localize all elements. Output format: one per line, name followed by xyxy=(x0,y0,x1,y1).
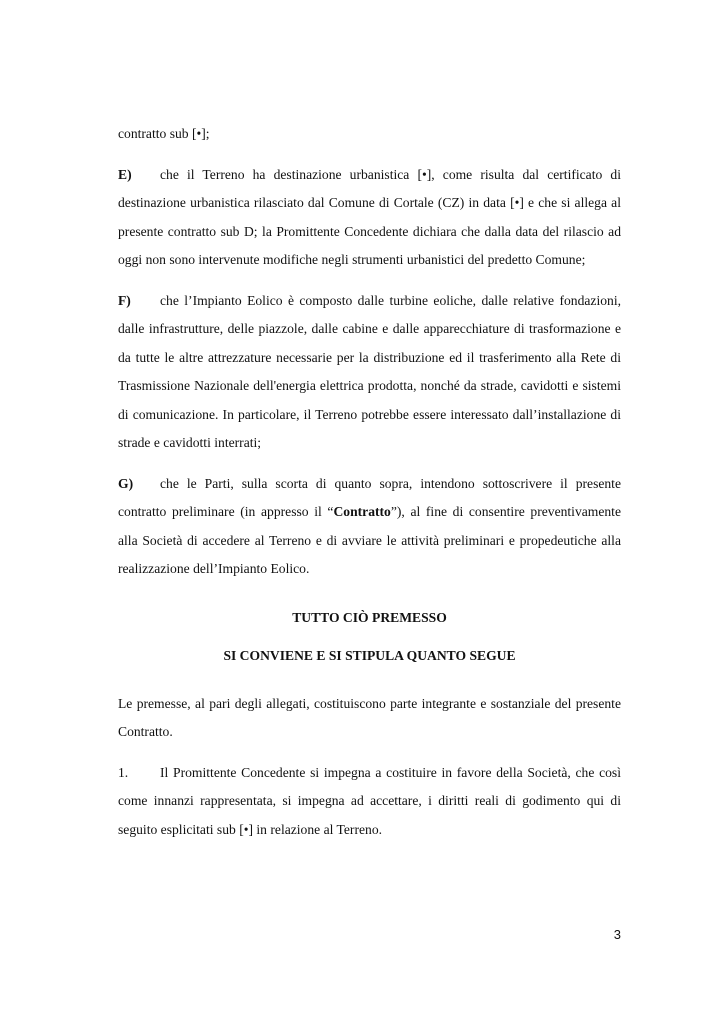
paragraph-f-marker: F) xyxy=(118,292,131,308)
intro-line: contratto sub [•]; xyxy=(118,126,210,141)
paragraph-premesse: Le premesse, al pari degli allegati, costituiscono parte integrante e sostanziale del presente Contratto. xyxy=(118,695,621,739)
heading-premesso: TUTTO CIÒ PREMESSO xyxy=(292,609,447,625)
paragraph-e-marker: E) xyxy=(118,166,132,182)
heading-conviene: SI CONVIENE E SI STIPULA QUANTO SEGUE xyxy=(223,647,516,663)
paragraph-1-marker: 1. xyxy=(118,764,129,780)
document-body xyxy=(118,120,621,844)
paragraph-e-text: che il Terreno ha destinazione urbanistica [•], come risulta dal certificato di destinazione urbanistica rilasciato dal Comune di Cortale (CZ) in data [•] e che si allega al presente contratto sub D; la Promittente Concedente dichiara che dalla data del rilascio ad oggi non sono intervenute modifiche negli strumenti urbanistici del predetto Comune; xyxy=(118,166,621,267)
paragraph-e xyxy=(118,161,621,275)
contratto-defined-term: Contratto xyxy=(333,504,391,519)
paragraph-f-text: che l’Impianto Eolico è composto dalle turbine eoliche, dalle relative fondazioni, dalle infrastrutture, delle piazzole, dalle cabine e dalle apparecchiature di trasformazione e da tutte le altre attrezzature necessarie per la distribuzione ed il trasferimento alla Rete di Trasmissione Nazionale dell'energia elettrica prodotta, nonché da strade, cavidotti e sistemi di comunicazione. In particolare, il Terreno potrebbe essere interessato dall’installazione di strade e cavidotti interrati; xyxy=(118,292,621,450)
paragraph-1-text: Il Promittente Concedente si impegna a costituire in favore della Società, che così come innanzi rappresentata, si impegna ad accettare, i diritti reali di godimento qui di seguito esplicitati sub [•] in relazione al Terreno. xyxy=(118,764,621,837)
paragraph-g xyxy=(118,470,621,584)
paragraph-1 xyxy=(118,759,621,845)
paragraph-g-marker: G) xyxy=(118,475,134,491)
paragraph-g-text-before: che le Parti, sulla scorta di quanto sopra, intendono sottoscrivere il presente contratto preliminare (in appresso il “ xyxy=(118,475,621,519)
page-number: 3 xyxy=(613,927,621,942)
paragraph-g-text-after: ”), al fine di consentire preventivamente alla Società di accedere al Terreno e di avviare le attività preliminari e propedeutiche alla realizzazione dell’Impianto Eolico. xyxy=(118,504,621,576)
paragraph-f xyxy=(118,287,621,458)
